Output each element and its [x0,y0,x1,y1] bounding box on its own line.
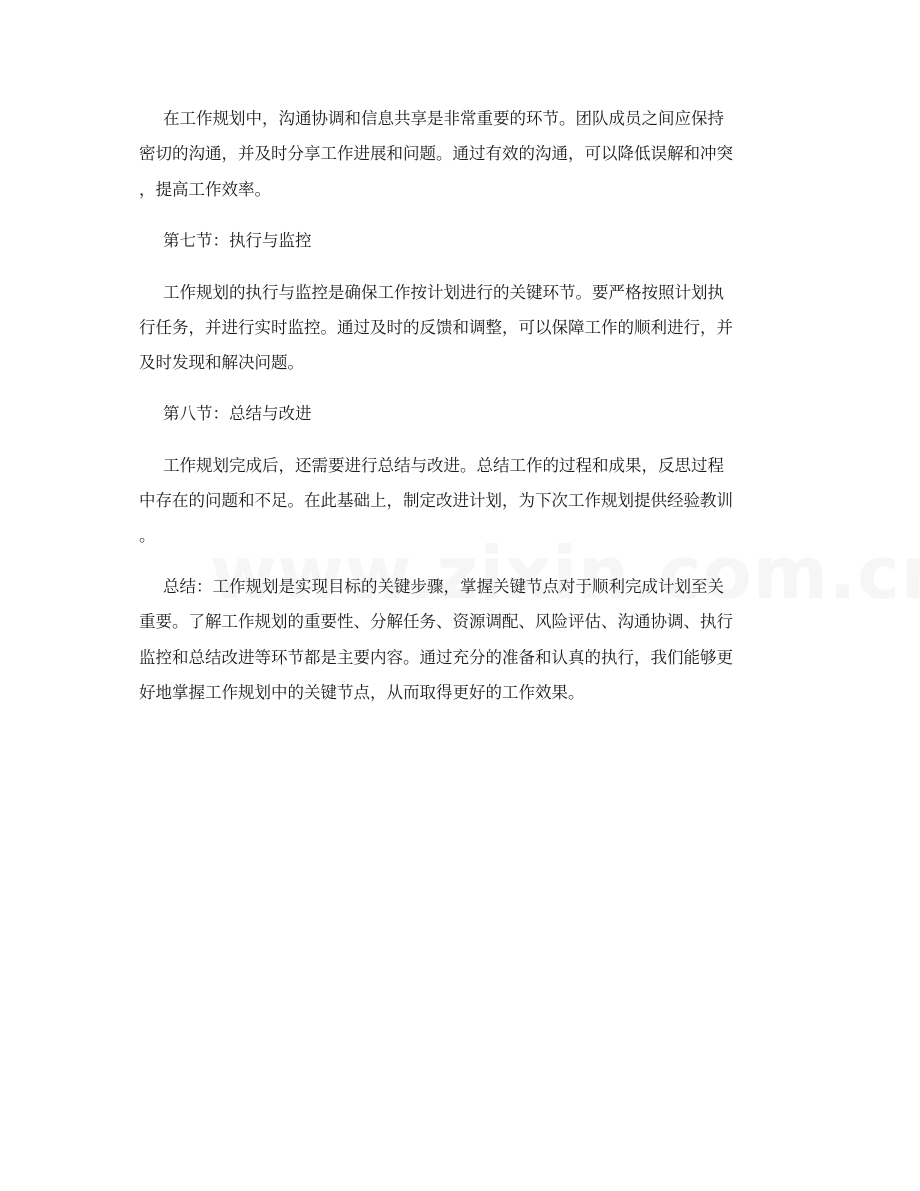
paragraph-review-line-1: 工作规划完成后，还需要进行总结与改进。总结工作的过程和成果，反思过程 [163,456,724,475]
paragraph-review-line-2: 中存在的问题和不足。在此基础上，制定改进计划，为下次工作规划提供经验教训 [139,491,733,510]
section-7-heading: 第七节：执行与监控 [163,231,312,250]
paragraph-communication-line-2: 密切的沟通，并及时分享工作进展和问题。通过有效的沟通，可以降低误解和冲突 [139,144,733,163]
paragraph-communication-line-3: ，提高工作效率。 [139,180,271,199]
paragraph-execution-line-3: 及时发现和解决问题。 [139,353,304,372]
watermark [210,528,710,618]
paragraph-execution-line-1: 工作规划的执行与监控是确保工作按计划进行的关键环节。要严格按照计划执 [163,283,724,302]
paragraph-communication-line-1: 在工作规划中，沟通协调和信息共享是非常重要的环节。团队成员之间应保持 [163,109,724,128]
paragraph-summary-line-2: 重要。了解工作规划的重要性、分解任务、资源调配、风险评估、沟通协调、执行 [139,612,733,631]
section-8-heading: 第八节：总结与改进 [163,404,312,423]
paragraph-review-line-3: 。 [139,526,156,545]
paragraph-summary-line-3: 监控和总结改进等环节都是主要内容。通过充分的准备和认真的执行，我们能够更 [139,648,733,667]
paragraph-summary-line-1: 总结：工作规划是实现目标的关键步骤，掌握关键节点对于顺利完成计划至关 [163,577,724,596]
paragraph-execution-line-2: 行任务，并进行实时监控。通过及时的反馈和调整，可以保障工作的顺利进行，并 [139,318,733,337]
paragraph-summary-line-4: 好地掌握工作规划中的关键节点，从而取得更好的工作效果。 [139,683,585,702]
